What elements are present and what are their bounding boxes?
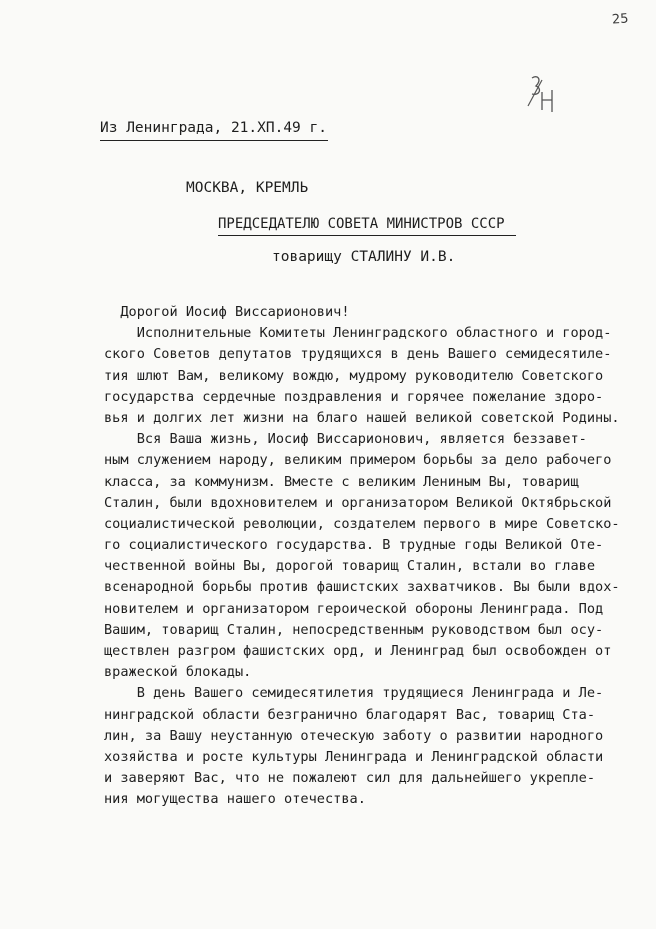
origin-line: Из Ленинграда, 21.XП.49 г. <box>100 120 327 136</box>
address-chairman-underline <box>218 235 516 236</box>
address-moscow-kremlin: МОСКВА, КРЕМЛЬ <box>186 180 309 196</box>
letter-line: ского Советов депутатов трудящихся в день Вашего семидесятиле- <box>104 346 612 363</box>
letter-line: го социалистического государства. В трудные годы Великой Оте- <box>104 537 604 554</box>
letter-line: Сталин, были вдохновителем и организатором Великой Октябрьской <box>104 494 612 511</box>
letter-line: вья и долгих лет жизни на благо нашей великой советской Родины. <box>104 409 620 426</box>
archive-page-number: 25 <box>611 11 630 28</box>
letter-line: ществлен разгром фашистских орд, и Ленинград был освобожден от <box>104 643 612 659</box>
letter-line: Вашим, товарищ Сталин, непосредственным руководством был осу- <box>104 621 604 638</box>
letter-line: ным служением народу, великим примером борьбы за дело рабочего <box>104 452 612 469</box>
handwritten-mark <box>520 70 560 115</box>
letter-line: Вся Ваша жизнь, Иосиф Виссарионович, является беззавет- <box>104 431 587 448</box>
letter-line: Исполнительные Комитеты Ленинградского областного и город- <box>104 325 612 342</box>
address-stalin: товарищу СТАЛИНУ И.В. <box>272 249 456 265</box>
letter-line: хозяйства и росте культуры Ленинграда и Ленинградской области <box>104 748 604 765</box>
letter-line: ния могущества нашего отечества. <box>104 791 366 808</box>
address-chairman: ПРЕДСЕДАТЕЛЮ СОВЕТА МИНИСТРОВ СССР <box>218 216 505 232</box>
letter-line: чественной войны Вы, дорогой товарищ Сталин, встали во главе <box>104 558 596 575</box>
letter-line: и заверяют Вас, что не пожалеют сил для дальнейшего укрепле- <box>104 770 596 787</box>
letter-line: государства сердечные поздравления и горячее пожелание здоро- <box>104 388 604 405</box>
letter-body <box>104 302 624 811</box>
origin-underline <box>100 140 328 141</box>
letter-line: Дорогой Иосиф Виссарионович! <box>104 304 350 320</box>
letter-line: новителем и организатором героической обороны Ленинграда. Под <box>104 600 604 617</box>
letter-line: нинградской области безгранично благодарят Вас, товарищ Ста- <box>104 706 596 723</box>
letter-line: тия шлют Вам, великому вождю, мудрому руководителю Советского <box>104 367 604 384</box>
letter-line: В день Вашего семидесятилетия трудящиеся Ленинграда и Ле- <box>104 685 604 702</box>
letter-line: всенародной борьбы против фашистских захватчиков. Вы были вдох- <box>104 579 620 596</box>
letter-line: класса, за коммунизм. Вместе с великим Лениным Вы, товарищ <box>104 473 579 490</box>
letter-line: вражеской блокады. <box>104 664 252 681</box>
letter-line: лин, за Вашу неустанную отеческую заботу о развитии народного <box>104 727 604 744</box>
letter-line: социалистической революции, создателем первого в мире Советско- <box>104 515 620 532</box>
